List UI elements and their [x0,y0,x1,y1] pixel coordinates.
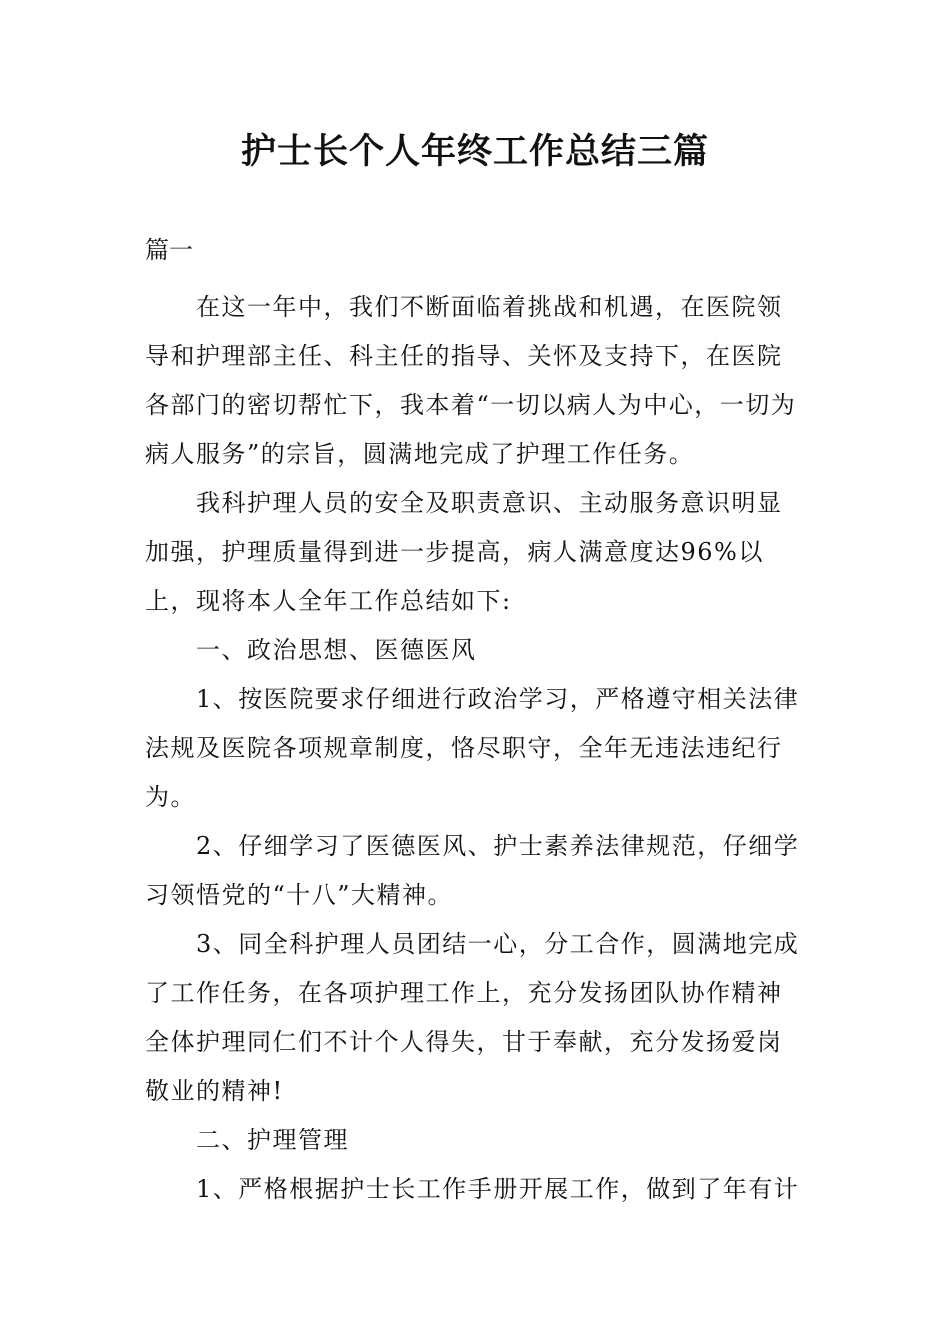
paragraph: 3、同全科护理人员团结一心，分工合作，圆满地完成了工作任务，在各项护理工作上，充分发扬团队协作精神全体护理同仁们不计个人得失，甘于奉献，充分发扬爱岗敬业的精神! [145,930,800,1105]
section-heading: 一、政治思想、医德医风 [196,636,477,664]
paragraph: 1、按医院要求仔细进行政治学习，严格遵守相关法律法规及医院各项规章制度，恪尽职守，全年无违法违纪行为。 [145,685,800,811]
section-heading: 二、护理管理 [196,1126,349,1154]
section-label: 篇一 [145,236,193,264]
paragraph: 我科护理人员的安全及职责意识、主动服务意识明显加强，护理质量得到进一步提高，病人满意度达96%以上，现将本人全年工作总结如下: [145,489,783,615]
document-title: 护士长个人年终工作总结三篇 [240,131,709,172]
paragraph: 在这一年中，我们不断面临着挑战和机遇，在医院领导和护理部主任、科主任的指导、关怀及支持下，在医院各部门的密切帮忙下，我本着“一切以病人为中心，一切为病人服务”的宗旨，圆满地完成了护理工作任务。 [145,293,797,468]
paragraph: 1、严格根据护士长工作手册开展工作，做到了年有计 [196,1175,800,1203]
paragraph: 2、仔细学习了医德医风、护士素养法律规范，仔细学习领悟党的“十八”大精神。 [145,832,800,909]
document-body [145,283,805,1214]
